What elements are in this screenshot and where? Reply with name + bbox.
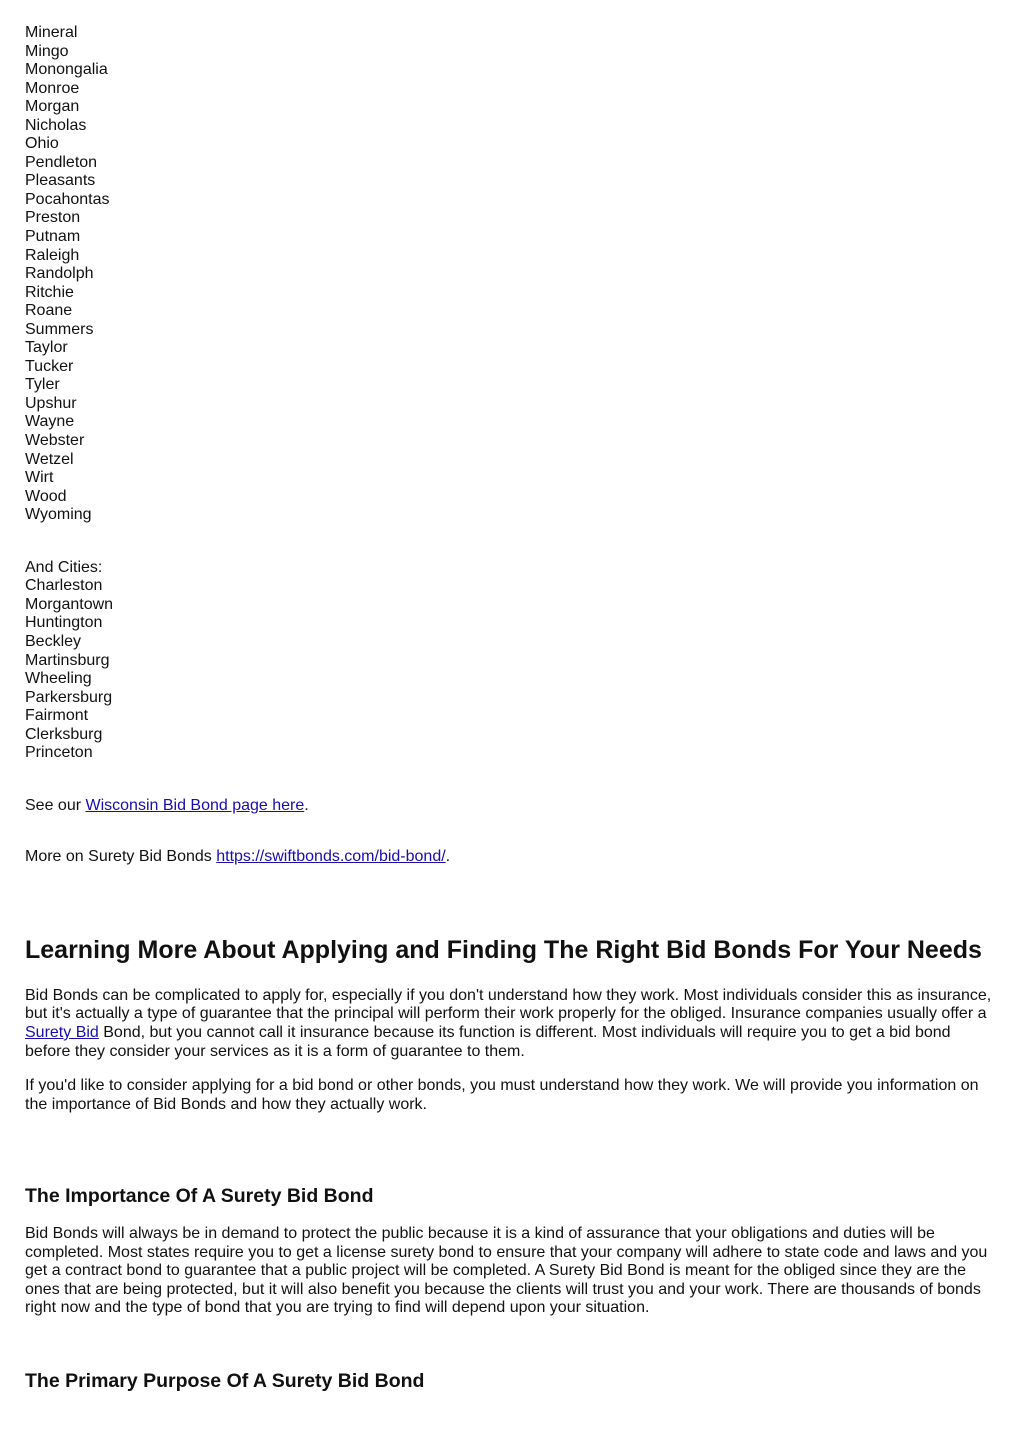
city-list [25, 559, 1000, 763]
county-item: Taylor [25, 339, 68, 357]
county-item: Preston [25, 209, 81, 227]
section1-paragraph-1 [25, 987, 1000, 1061]
section1-paragraph-2: If you'd like to consider applying for a bid bond or other bonds, you must understand how they work. We will provide you information on the importance of Bid Bonds and how they actually work. [25, 1077, 979, 1113]
county-list [25, 24, 1000, 525]
county-item: Wayne [25, 413, 75, 431]
city-item: Morgantown [25, 595, 114, 613]
city-item: Princeton [25, 744, 93, 762]
city-item: Huntington [25, 614, 103, 632]
document-body [25, 24, 1000, 1393]
county-item: Monongalia [25, 61, 108, 79]
county-item: Wood [25, 487, 67, 505]
county-item: Summers [25, 320, 94, 338]
section3-heading: The Primary Purpose Of A Surety Bid Bond [25, 1369, 425, 1392]
more-on-line [25, 848, 1000, 867]
city-item: Charleston [25, 577, 103, 595]
county-item: Pendleton [25, 153, 98, 171]
county-item: Tyler [25, 376, 60, 394]
county-item: Putnam [25, 228, 81, 246]
county-item: Randolph [25, 265, 94, 283]
county-item: Ritchie [25, 283, 74, 301]
county-item: Webster [25, 432, 85, 450]
more-on-suffix: . [445, 848, 451, 866]
see-our-suffix: . [304, 796, 309, 814]
wisconsin-bid-bond-link[interactable]: Wisconsin Bid Bond page here [85, 796, 305, 814]
county-item: Wirt [25, 469, 54, 487]
cities-heading: And Cities: [25, 558, 103, 576]
city-item: Martinsburg [25, 651, 110, 669]
section1-heading: Learning More About Applying and Finding The Right Bid Bonds For Your Needs [25, 935, 982, 964]
county-item: Morgan [25, 98, 80, 116]
more-on-prefix: More on Surety Bid Bonds [25, 848, 217, 866]
section2-paragraph-1: Bid Bonds will always be in demand to protect the public because it is a kind of assurance that your obligations and duties will be completed. Most states require you to get a license surety bond to ensure that your company will adhere to state code and laws and you get a contract bond to guarantee that a public project will be completed. A Surety Bid Bond is meant for the obliged since they are the ones that are being protected, but it will also benefit you because the clients will trust you and your work. There are thousands of bonds right now and the type of bond that you are trying to find will depend upon your situation. [25, 1225, 988, 1317]
county-item: Tucker [25, 357, 74, 375]
county-item: Nicholas [25, 116, 87, 134]
county-item: Pocahontas [25, 190, 110, 208]
county-item: Wetzel [25, 450, 74, 468]
county-item: Wyoming [25, 506, 92, 524]
surety-bid-link[interactable]: Surety Bid [25, 1023, 99, 1041]
county-item: Mingo [25, 42, 69, 60]
city-item: Beckley [25, 632, 82, 650]
county-item: Pleasants [25, 172, 96, 190]
city-item: Parkersburg [25, 688, 113, 706]
county-item: Ohio [25, 135, 59, 153]
section1-p1-text-b: Bond, but you cannot call it insurance because its function is different. Most individuals will require you to get a bid bond before they consider your services as it is a form of guarantee to them. [25, 1023, 951, 1060]
city-item: Wheeling [25, 670, 92, 688]
section2-heading: The Importance Of A Surety Bid Bond [25, 1185, 374, 1208]
city-item: Fairmont [25, 707, 89, 725]
county-item: Raleigh [25, 246, 80, 264]
swiftbonds-bid-bond-link[interactable]: https://swiftbonds.com/bid-bond/ [216, 848, 446, 866]
county-item: Roane [25, 302, 73, 320]
see-our-line [25, 797, 1000, 816]
county-item: Monroe [25, 79, 80, 97]
section1-p1-text-a: Bid Bonds can be complicated to apply for, especially if you don't understand how they work. Most individuals consider this as insurance, but it's actually a type of guarantee that the principal will perform their work properly for the obliged. Insurance companies usually offer a [25, 986, 992, 1023]
county-item: Upshur [25, 394, 77, 412]
county-item: Mineral [25, 24, 78, 41]
city-item: Clerksburg [25, 725, 103, 743]
see-our-prefix: See our [25, 796, 86, 814]
